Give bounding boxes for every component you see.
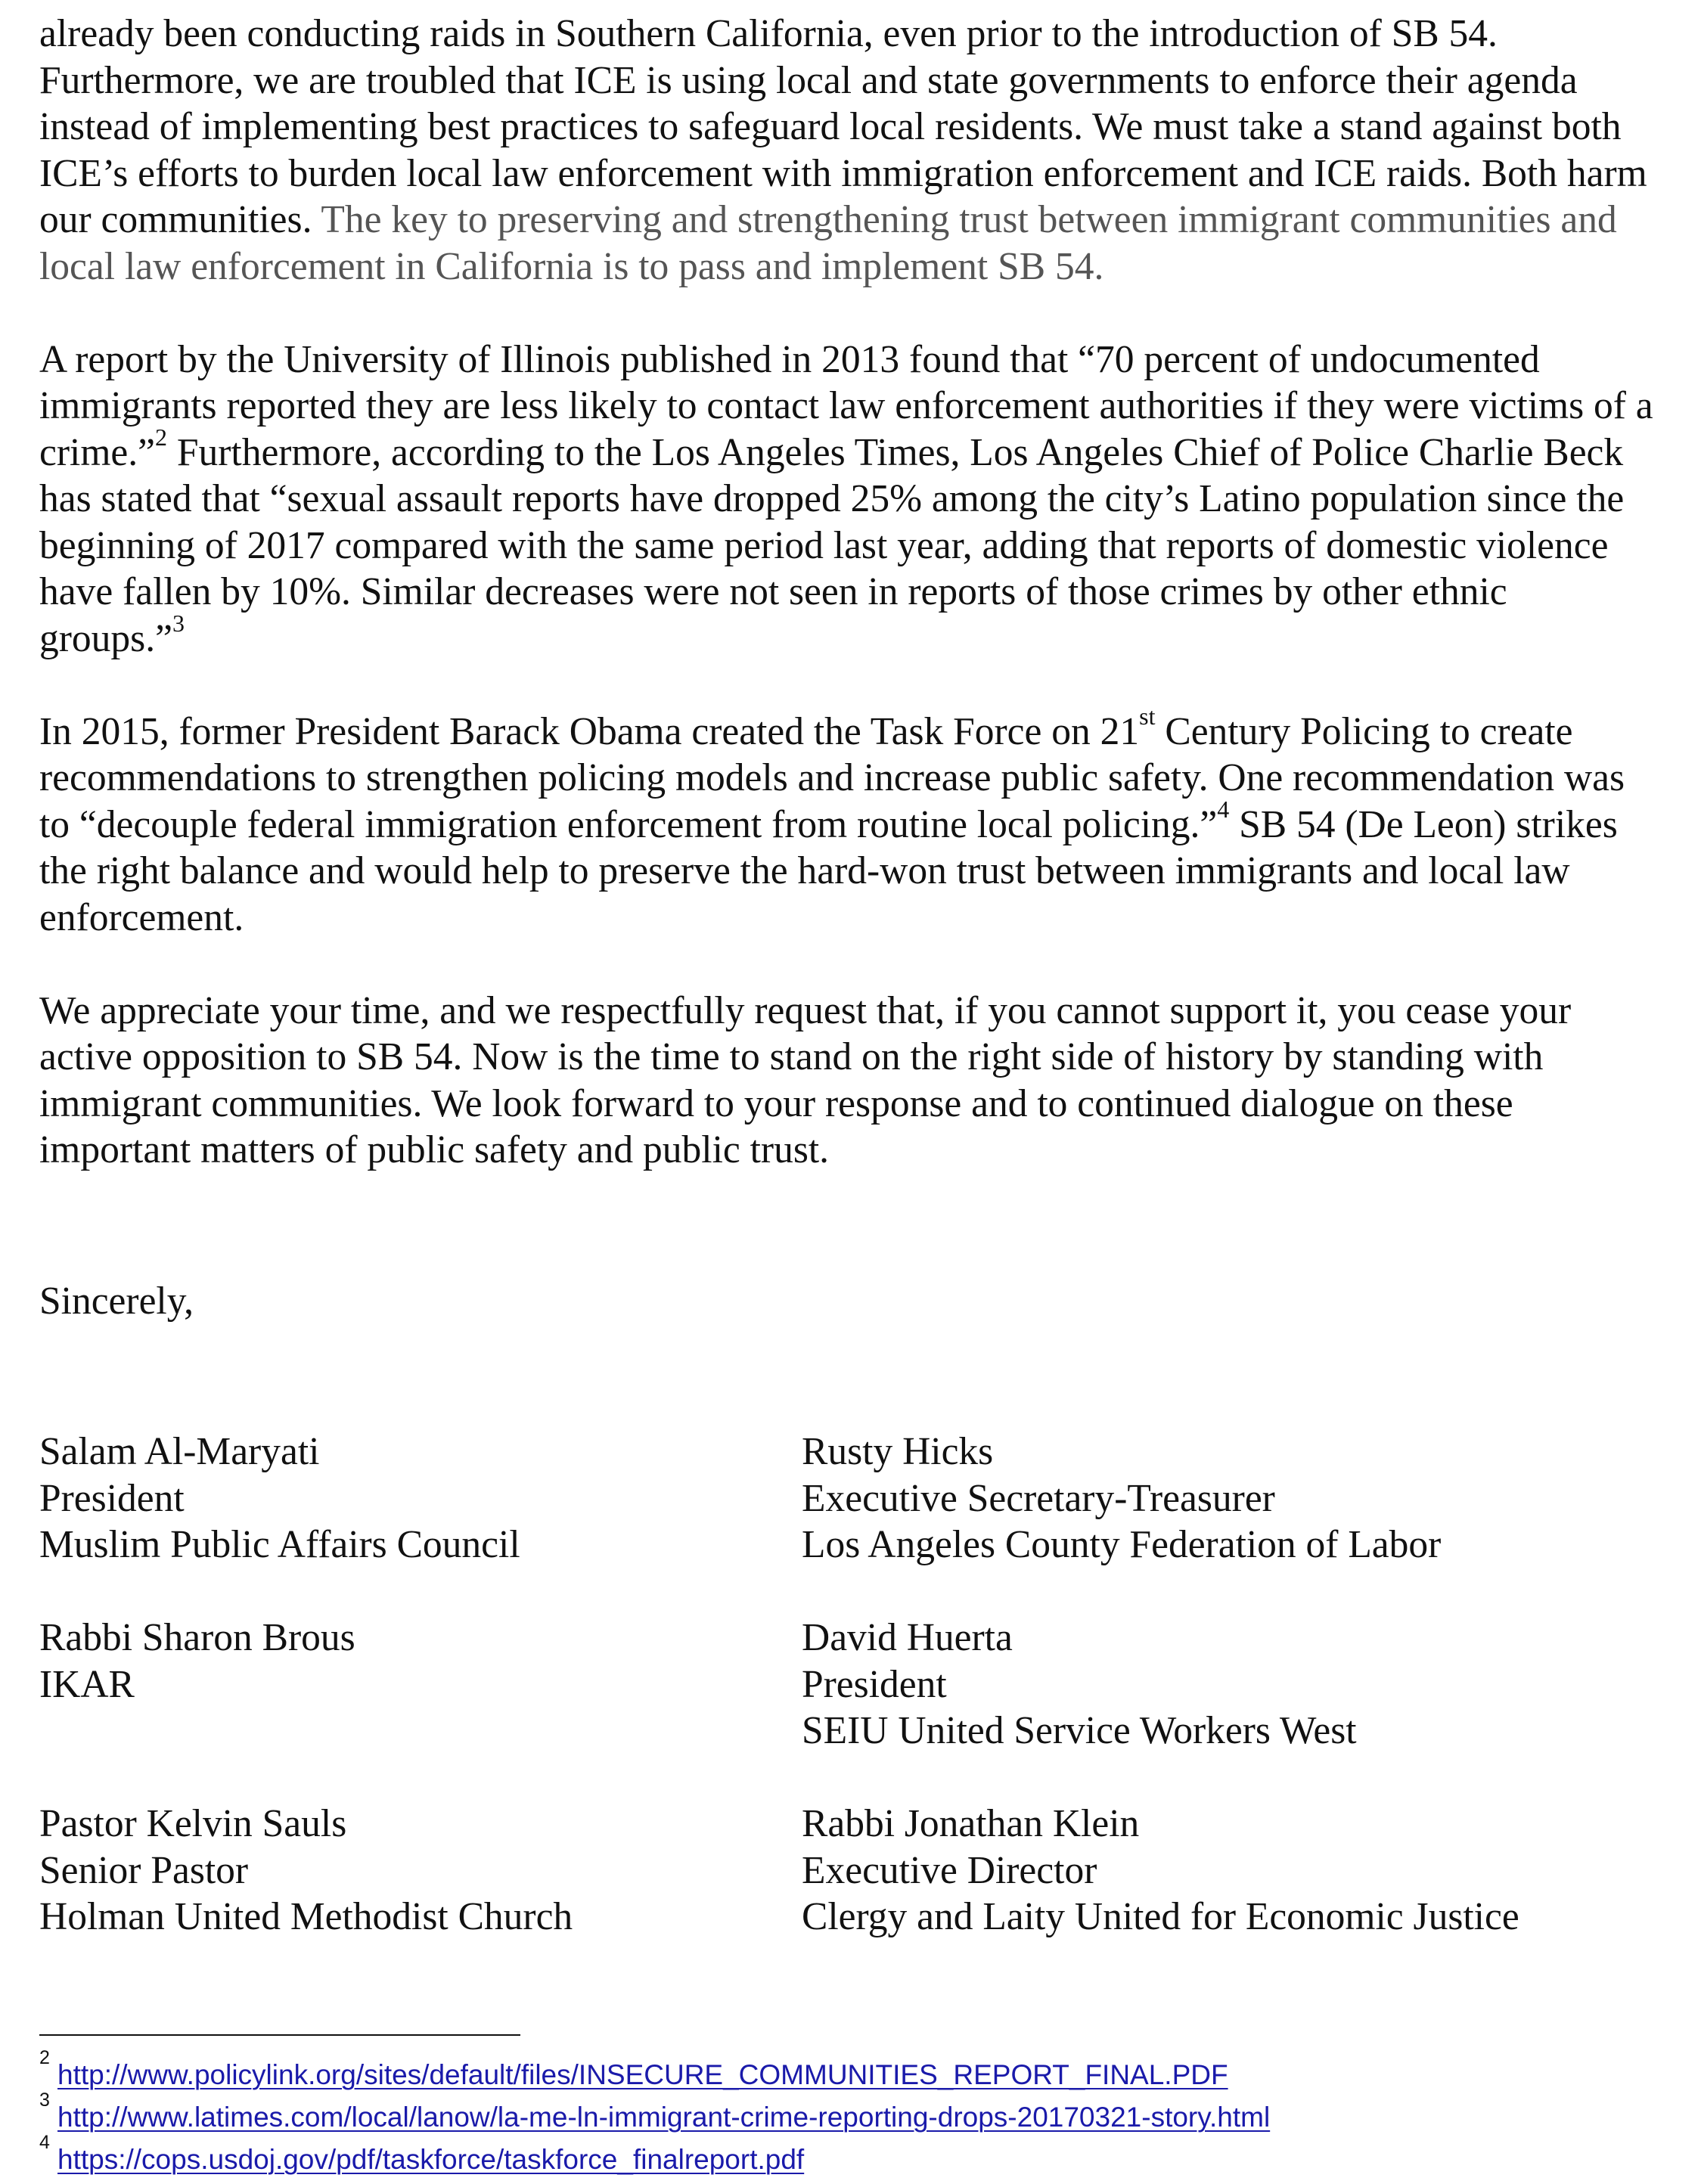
paragraph-request xyxy=(39,988,1658,1174)
paragraph-text: already been conducting raids in Southern California, even prior to the introduction of SB 54. Furthermore, we are troubled that ICE is using local and state governments to enforce their agenda instead of implementing best practices to safeguard local residents. We must take a stand against both ICE’s efforts to burden local law enforcement with immigration enforcement and ICE raids. Both harm our communities. xyxy=(39,12,1647,241)
paragraph-crime-reporting xyxy=(39,337,1658,662)
footnote-number: 3 xyxy=(39,2089,50,2111)
footnote-ref-3[interactable]: 3 xyxy=(172,609,185,637)
signatory-organization: Los Angeles County Federation of Labor xyxy=(802,1523,1442,1566)
paragraph-text: Century Policing to create recommendations to strengthen policing models and increase public safety. One recommendation was to “decouple federal immigration enforcement from routine local policing.” xyxy=(39,709,1625,846)
footnotes xyxy=(39,2034,1665,2181)
signatory-title: President xyxy=(802,1662,947,1706)
paragraph-text: We appreciate your time, and we respectfully request that, if you cannot support it, you cease your active opposition to SB 54. Now is the time to stand on the right side of history by standing with immigrant communities. We look forward to your response and to continued dialogue on these important matters of public safety and public trust. xyxy=(39,988,1572,1171)
paragraph-text: SB 54 (De Leon) strikes the right balance and would help to preserve the hard-won trust between immigrants and local law enforcement. xyxy=(39,802,1618,939)
footnote-link[interactable]: https://cops.usdoj.gov/pdf/taskforce/taskforce_finalreport.pdf xyxy=(57,2144,805,2175)
footnote-separator xyxy=(39,2034,520,2036)
letter-page xyxy=(39,11,1658,1940)
paragraph-ice-raids xyxy=(39,11,1658,290)
signatory xyxy=(39,1429,802,1568)
signatory xyxy=(39,1615,802,1754)
paragraph-text: A report by the University of Illinois published in 2013 found that “70 percent of undocumented immigrants reported they are less likely to contact law enforcement authorities if they were victims of a crime.” xyxy=(39,337,1653,474)
footnote-number: 4 xyxy=(39,2132,50,2153)
signatory-name: Rabbi Jonathan Klein xyxy=(802,1802,1140,1845)
signatory-organization: Clergy and Laity United for Economic Justice xyxy=(802,1895,1519,1938)
signatory-title: Executive Secretary-Treasurer xyxy=(802,1476,1275,1520)
signatory-title: Senior Pastor xyxy=(39,1848,249,1892)
signatory-organization: Muslim Public Affairs Council xyxy=(39,1523,520,1566)
paragraph-text: In 2015, former President Barack Obama created the Task Force on 21 xyxy=(39,709,1140,753)
signatory xyxy=(802,1801,1634,1940)
signatory-title: Executive Director xyxy=(802,1848,1097,1892)
signature-grid xyxy=(39,1429,1658,1940)
signatory-title: President xyxy=(39,1476,185,1520)
signatory-organization: SEIU United Service Workers West xyxy=(802,1709,1357,1752)
footnote-item xyxy=(39,2132,1665,2181)
footnote-number: 2 xyxy=(39,2047,50,2068)
signatory-name: Rusty Hicks xyxy=(802,1430,994,1473)
signatory xyxy=(802,1615,1634,1754)
signatory-organization: Holman United Methodist Church xyxy=(39,1895,573,1938)
paragraph-text: Furthermore, according to the Los Angeles Times, Los Angeles Chief of Police Charlie Beck has stated that “sexual assault reports have dropped 25% among the city’s Latino population since the beginning of 2017 compared with the same period last year, adding that reports of domestic violence have fallen by 10%. Similar decreases were not seen in reports of those crimes by other ethnic groups.” xyxy=(39,430,1625,660)
highlighted-statement: The key to preserving and strengthening trust between immigrant communities and local law enforcement in California is to pass and implement SB 54. xyxy=(39,198,1617,288)
footnote-item xyxy=(39,2089,1665,2139)
footnote-link[interactable]: http://www.latimes.com/local/lanow/la-me-ln-immigrant-crime-reporting-drops-20170321-story.html xyxy=(57,2102,1271,2133)
signatory xyxy=(802,1429,1634,1568)
footnote-ref-4[interactable]: 4 xyxy=(1217,795,1230,823)
ordinal-suffix: st xyxy=(1139,702,1156,730)
signatory-name: Rabbi Sharon Brous xyxy=(39,1616,355,1659)
signatory-organization: IKAR xyxy=(39,1662,135,1706)
signatory-name: Pastor Kelvin Sauls xyxy=(39,1802,347,1845)
paragraph-task-force xyxy=(39,702,1658,942)
footnote-ref-2[interactable]: 2 xyxy=(154,423,167,451)
signatory-name: David Huerta xyxy=(802,1616,1013,1659)
signatory-name: Salam Al-Maryati xyxy=(39,1430,320,1473)
footnote-item xyxy=(39,2047,1665,2096)
signatory xyxy=(39,1801,802,1940)
closing-salutation: Sincerely, xyxy=(39,1279,194,1323)
footnote-link[interactable]: http://www.policylink.org/sites/default/files/INSECURE_COMMUNITIES_REPORT_FINAL.PDF xyxy=(57,2059,1228,2090)
